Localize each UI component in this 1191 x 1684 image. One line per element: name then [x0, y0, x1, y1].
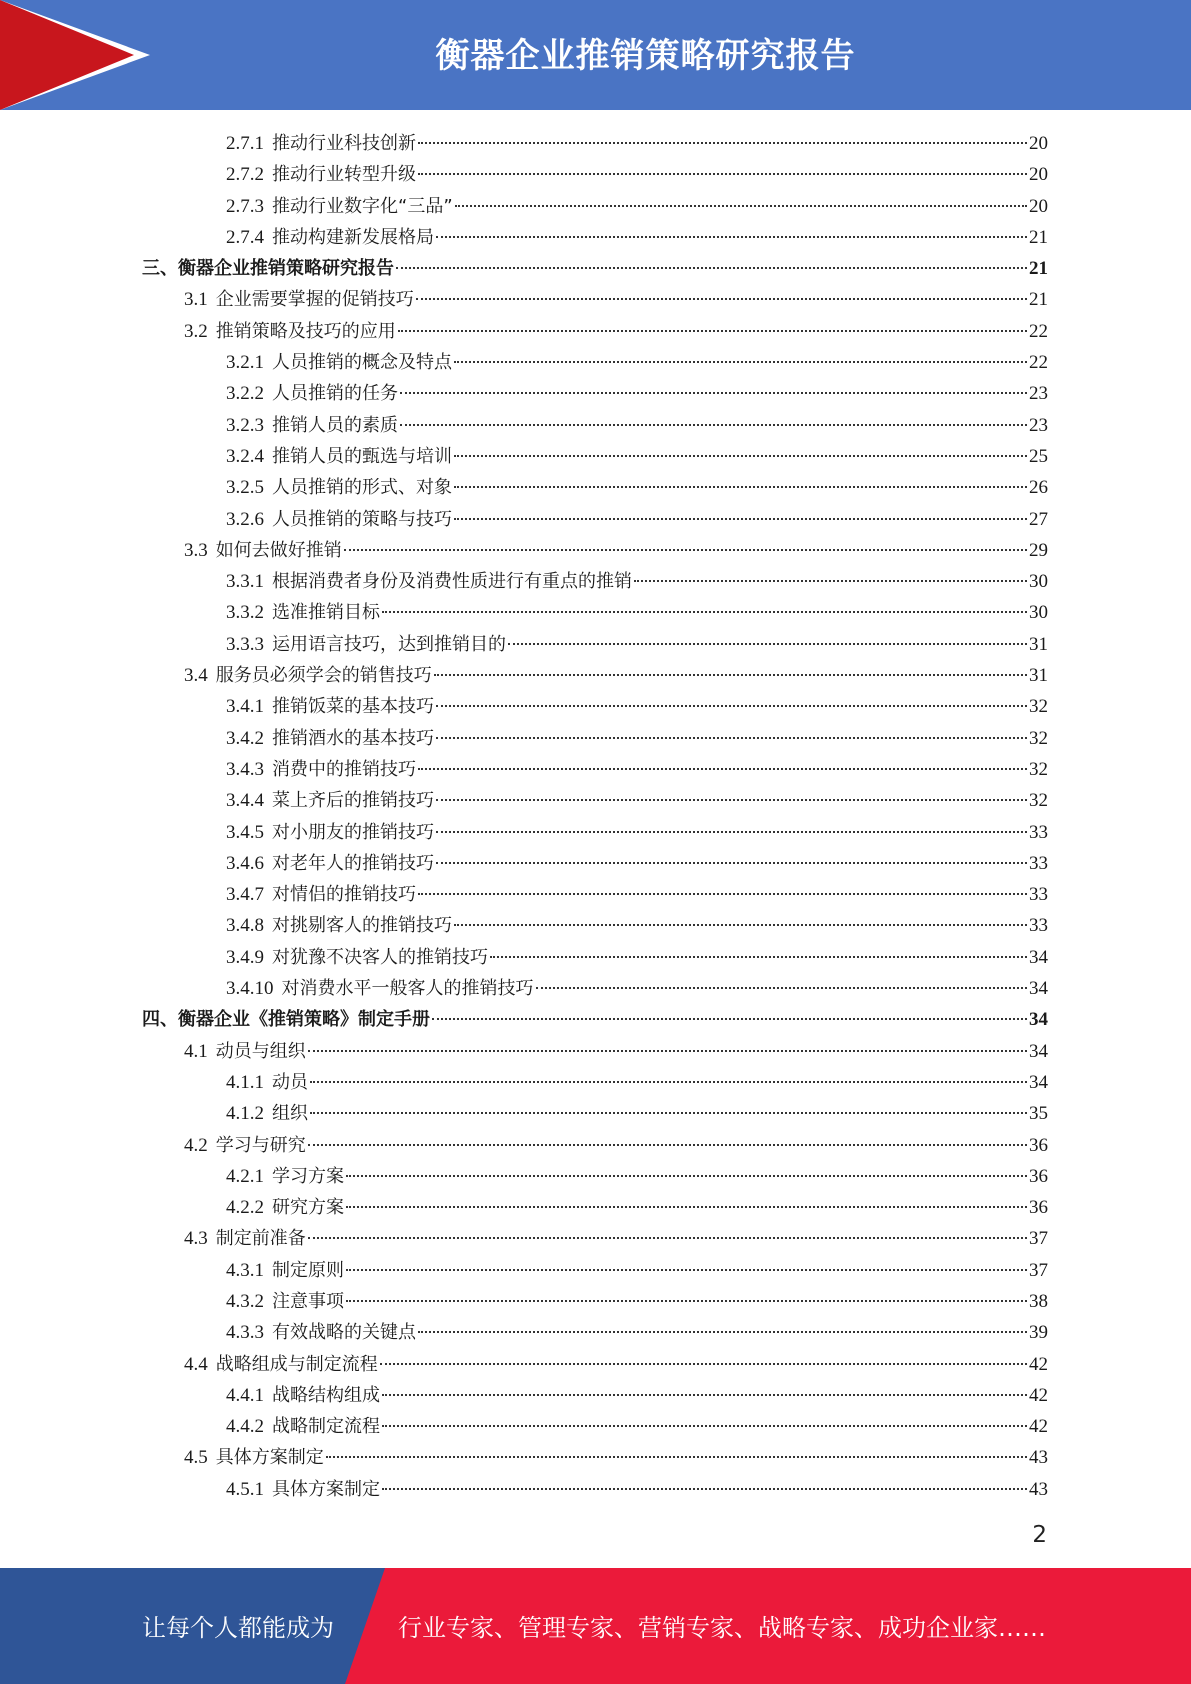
- toc-entry-title: 根据消费者身份及消费性质进行有重点的推销: [272, 571, 632, 593]
- toc-entry[interactable]: [0, 1067, 1191, 1098]
- toc-entry-line: [226, 973, 1048, 1004]
- toc-entry-line: [226, 910, 1048, 941]
- toc-entry[interactable]: [0, 566, 1191, 597]
- toc-entry-page: 21: [1029, 258, 1048, 280]
- toc-entry-title: 推销酒水的基本技巧: [272, 727, 434, 749]
- toc-entry-page: 20: [1029, 133, 1048, 154]
- toc-entry[interactable]: [0, 1192, 1191, 1223]
- toc-entry[interactable]: [0, 1161, 1191, 1192]
- toc-dot-leader: [454, 518, 1027, 520]
- toc-entry[interactable]: [0, 504, 1191, 535]
- toc-entry-page: 25: [1029, 445, 1048, 467]
- toc-entry-number: 2.7.1: [226, 133, 264, 154]
- toc-entry-page: 31: [1029, 665, 1048, 687]
- toc-entry-page: 23: [1029, 414, 1048, 436]
- toc-entry-number: 4.3.1: [226, 1259, 264, 1281]
- toc-entry-number: 4.1.1: [226, 1071, 264, 1093]
- document-title: 衡器企业推销策略研究报告: [435, 36, 856, 76]
- toc-entry-page: 34: [1029, 1071, 1048, 1093]
- toc-entry-title: 推销饭菜的基本技巧: [272, 696, 434, 718]
- toc-entry-line: [226, 1286, 1048, 1317]
- toc-entry-number: 3.4: [184, 665, 208, 687]
- toc-entry-number: 3.4.1: [226, 696, 264, 718]
- toc-entry-page: 29: [1029, 539, 1048, 561]
- toc-entry-number: 3.4.3: [226, 758, 264, 780]
- toc-entry-title: 动员与组织: [215, 1040, 306, 1062]
- toc-entry-title: 人员推销的任务: [272, 383, 398, 405]
- toc-entry[interactable]: [0, 754, 1191, 785]
- toc-entry-line: [226, 1067, 1048, 1098]
- toc-entry-number: 3.2.5: [226, 477, 264, 499]
- toc-entry-page: 31: [1029, 633, 1048, 655]
- toc-entry-title: 消费中的推销技巧: [272, 758, 416, 780]
- toc-dot-leader: [455, 205, 1027, 207]
- toc-dot-leader: [418, 142, 1027, 144]
- toc-dot-leader: [398, 330, 1027, 332]
- toc-entry-number: 2.7.3: [226, 195, 264, 217]
- toc-entry-page: 20: [1029, 164, 1048, 186]
- toc-entry-title: 四、衡器企业《推销策略》制定手册: [142, 1009, 430, 1031]
- toc-entry-title: 战略结构组成: [272, 1384, 380, 1406]
- toc-entry-title: 学习与研究: [215, 1134, 306, 1156]
- toc-entry-page: 21: [1029, 226, 1048, 248]
- toc-dot-leader: [434, 674, 1027, 676]
- toc-dot-leader: [396, 267, 1027, 269]
- toc-dot-leader: [344, 549, 1027, 551]
- toc-entry-page: 26: [1029, 477, 1048, 499]
- toc-entry[interactable]: [0, 629, 1191, 660]
- toc-dot-leader: [436, 705, 1027, 707]
- toc-entry-line: [142, 1004, 1048, 1035]
- toc-entry-page: 33: [1029, 821, 1048, 843]
- toc-dot-leader: [436, 862, 1027, 864]
- toc-entry[interactable]: [0, 1036, 1191, 1067]
- toc-entry-page: 33: [1029, 884, 1048, 906]
- toc-entry-title: 具体方案制定: [272, 1478, 380, 1500]
- toc-dot-leader: [436, 236, 1027, 238]
- toc-dot-leader: [326, 1456, 1027, 1458]
- toc-entry-page: 37: [1029, 1259, 1048, 1281]
- toc-dot-leader: [382, 1488, 1027, 1490]
- footer-slogan-right: 行业专家、管理专家、营销专家、战略专家、成功企业家……: [398, 1614, 1046, 1642]
- toc-entry-number: 4.4.1: [226, 1384, 264, 1406]
- toc-entry-title: 服务员必须学会的销售技巧: [215, 665, 432, 687]
- toc-entry-line: [226, 1192, 1048, 1223]
- toc-dot-leader: [418, 173, 1027, 175]
- toc-entry-number: 3.4.5: [226, 821, 264, 843]
- toc-entry-page: 32: [1029, 696, 1048, 718]
- toc-entry-line: [226, 191, 1048, 222]
- toc-entry-page: 32: [1029, 727, 1048, 749]
- toc-entry-page: 36: [1029, 1134, 1048, 1156]
- toc-entry-page: 32: [1029, 790, 1048, 812]
- toc-entry-title: 对老年人的推销技巧: [272, 852, 434, 874]
- toc-dot-leader: [436, 799, 1027, 801]
- toc-entry-number: 4.2.2: [226, 1197, 264, 1219]
- toc-dot-leader: [432, 1018, 1027, 1020]
- toc-dot-leader: [310, 1081, 1027, 1083]
- toc-entry-title: 人员推销的策略与技巧: [272, 508, 452, 530]
- toc-entry[interactable]: [0, 378, 1191, 409]
- toc-entry[interactable]: [0, 1255, 1191, 1286]
- toc-entry-number: 4.3.2: [226, 1290, 264, 1312]
- toc-entry-line: [226, 879, 1048, 910]
- toc-entry-number: 3.3: [184, 539, 208, 561]
- toc-dot-leader: [346, 1206, 1027, 1208]
- toc-dot-leader: [436, 831, 1027, 833]
- toc-entry[interactable]: [0, 691, 1191, 722]
- toc-entry-page: 33: [1029, 915, 1048, 937]
- toc-dot-leader: [508, 643, 1027, 645]
- toc-entry-title: 制定原则: [272, 1259, 344, 1281]
- toc-entry[interactable]: [0, 1411, 1191, 1442]
- toc-entry[interactable]: [0, 597, 1191, 628]
- toc-entry-line: [226, 472, 1048, 503]
- toc-entry[interactable]: [0, 128, 1191, 159]
- toc-entry[interactable]: [0, 848, 1191, 879]
- toc-entry-title: 战略制定流程: [272, 1416, 380, 1438]
- toc-entry-line: [226, 222, 1048, 253]
- toc-entry-number: 4.3.3: [226, 1322, 264, 1344]
- toc-entry-line: [226, 441, 1048, 472]
- toc-entry-line: [226, 785, 1048, 816]
- toc-entry-page: 37: [1029, 1228, 1048, 1250]
- toc-dot-leader: [346, 1269, 1027, 1271]
- toc-entry[interactable]: [0, 1286, 1191, 1317]
- toc-entry-number: 3.2.4: [226, 445, 264, 467]
- toc-entry-page: 30: [1029, 602, 1048, 624]
- toc-entry-number: 3.4.2: [226, 727, 264, 749]
- toc-entry-number: 3.3.3: [226, 633, 264, 655]
- toc-entry[interactable]: [0, 253, 1191, 284]
- toc-entry-number: 3.2.3: [226, 414, 264, 436]
- toc-entry-title: 有效战略的关键点: [272, 1322, 416, 1344]
- toc-entry-number: 3.3.2: [226, 602, 264, 624]
- toc-dot-leader: [454, 486, 1027, 488]
- toc-entry-page: 39: [1029, 1322, 1048, 1344]
- toc-entry-line: [226, 1474, 1048, 1505]
- toc-entry-title: 运用语言技巧，达到推销目的: [272, 633, 506, 655]
- toc-entry-line: [226, 942, 1048, 973]
- toc-entry-number: 3.2.2: [226, 383, 264, 405]
- toc-entry-line: [226, 504, 1048, 535]
- toc-entry[interactable]: [0, 347, 1191, 378]
- toc-entry-line: [184, 660, 1048, 691]
- toc-entry-line: [226, 817, 1048, 848]
- toc-entry-number: 3.4.7: [226, 884, 264, 906]
- toc-entry-page: 43: [1029, 1478, 1048, 1500]
- toc-entry-line: [226, 1161, 1048, 1192]
- toc-entry-number: 4.5: [184, 1447, 208, 1469]
- toc-entry-title: 研究方案: [272, 1197, 344, 1219]
- toc-entry-line: [184, 1130, 1048, 1161]
- toc-entry-title: 注意事项: [272, 1290, 344, 1312]
- toc-entry-line: [226, 1098, 1048, 1129]
- toc-entry-title: 推动构建新发展格局: [272, 226, 434, 248]
- toc-entry-title: 推销人员的甄选与培训: [272, 445, 452, 467]
- toc-entry-number: 3.4.4: [226, 790, 264, 812]
- toc-entry-title: 选准推销目标: [272, 602, 380, 624]
- toc-entry[interactable]: [0, 1004, 1191, 1035]
- toc-entry-line: [226, 1255, 1048, 1286]
- toc-entry[interactable]: [0, 222, 1191, 253]
- toc-entry-title: 如何去做好推销: [215, 539, 342, 561]
- toc-dot-leader: [308, 1237, 1027, 1239]
- toc-entry-page: 32: [1029, 758, 1048, 780]
- toc-entry-line: [184, 1036, 1048, 1067]
- toc-entry-title: 三、衡器企业推销策略研究报告: [142, 258, 394, 280]
- toc-entry-number: 3.4.8: [226, 915, 264, 937]
- toc-entry-line: [184, 316, 1048, 347]
- toc-entry-number: 4.1: [184, 1040, 208, 1062]
- toc-entry-page: 34: [1029, 946, 1048, 968]
- toc-entry-line: [226, 723, 1048, 754]
- toc-entry-page: 23: [1029, 383, 1048, 405]
- toc-entry-page: 27: [1029, 508, 1048, 530]
- toc-entry-number: 3.2.6: [226, 508, 264, 530]
- toc-entry-title: 推销策略及技巧的应用: [215, 320, 396, 342]
- toc-entry-line: [184, 1223, 1048, 1254]
- toc-entry[interactable]: [0, 1380, 1191, 1411]
- toc-dot-leader: [416, 298, 1027, 300]
- toc-dot-leader: [454, 455, 1027, 457]
- toc-entry-title: 菜上齐后的推销技巧: [272, 790, 434, 812]
- toc-entry-number: 4.2: [184, 1134, 208, 1156]
- toc-entry-page: 33: [1029, 852, 1048, 874]
- toc-entry-title: 组织: [272, 1103, 308, 1125]
- toc-entry-title: 学习方案: [272, 1165, 344, 1187]
- toc-entry-line: [226, 1317, 1048, 1348]
- toc-entry[interactable]: [0, 472, 1191, 503]
- toc-entry-title: 对犹豫不决客人的推销技巧: [272, 946, 488, 968]
- toc-dot-leader: [380, 1363, 1027, 1365]
- toc-entry-line: [184, 1349, 1048, 1380]
- toc-entry-page: 30: [1029, 571, 1048, 593]
- toc-dot-leader: [308, 1050, 1027, 1052]
- toc-entry-number: 4.3: [184, 1228, 208, 1250]
- toc-dot-leader: [490, 956, 1027, 958]
- toc-entry-number: 4.5.1: [226, 1478, 264, 1500]
- page-number: 2: [1032, 1522, 1047, 1548]
- toc-entry-number: 4.2.1: [226, 1165, 264, 1187]
- toc-entry-line: [226, 629, 1048, 660]
- toc-entry-title: 推动行业数字化“三品”: [272, 195, 453, 217]
- toc-entry-line: [184, 535, 1048, 566]
- toc-entry-number: 4.4.2: [226, 1416, 264, 1438]
- toc-entry-page: 42: [1029, 1416, 1048, 1438]
- toc-entry[interactable]: [0, 723, 1191, 754]
- toc-entry[interactable]: [0, 1349, 1191, 1380]
- toc-entry-title: 推动行业转型升级: [272, 164, 416, 186]
- toc-entry-number: 3.2.1: [226, 352, 264, 374]
- toc-entry-page: 35: [1029, 1103, 1048, 1125]
- toc-entry-page: 20: [1029, 195, 1048, 217]
- toc-entry-number: 3.4.6: [226, 852, 264, 874]
- toc-entry[interactable]: [0, 785, 1191, 816]
- toc-dot-leader: [308, 1144, 1027, 1146]
- page-header: [0, 0, 1191, 110]
- toc-entry-title: 企业需要掌握的促销技巧: [215, 289, 414, 311]
- header-chevron-icon: [0, 0, 134, 110]
- toc-dot-leader: [310, 1112, 1027, 1114]
- toc-dot-leader: [400, 424, 1027, 426]
- toc-entry-number: 3.2: [184, 320, 208, 342]
- toc-entry-number: 3.4.10: [226, 978, 274, 1000]
- toc-entry-page: 22: [1029, 352, 1048, 374]
- toc-entry-title: 人员推销的概念及特点: [272, 352, 452, 374]
- toc-entry[interactable]: [0, 1098, 1191, 1129]
- toc-dot-leader: [382, 611, 1027, 613]
- toc-entry[interactable]: [0, 159, 1191, 190]
- toc-dot-leader: [382, 1425, 1027, 1427]
- toc-dot-leader: [418, 1331, 1027, 1333]
- toc-entry-line: [226, 378, 1048, 409]
- toc-entry-line: [226, 159, 1048, 190]
- toc-entry-page: 34: [1029, 1040, 1048, 1062]
- toc-entry-page: 43: [1029, 1447, 1048, 1469]
- toc-entry-line: [142, 253, 1048, 284]
- toc-entry-number: 2.7.2: [226, 164, 264, 186]
- toc-entry[interactable]: [0, 660, 1191, 691]
- toc-entry-line: [184, 1442, 1048, 1473]
- toc-entry[interactable]: [0, 910, 1191, 941]
- toc-entry[interactable]: [0, 1130, 1191, 1161]
- toc-entry-title: 战略组成与制定流程: [215, 1353, 378, 1375]
- toc-entry-title: 推动行业科技创新: [272, 133, 416, 154]
- toc-dot-leader: [634, 580, 1027, 582]
- toc-entry[interactable]: [0, 1474, 1191, 1505]
- toc-dot-leader: [346, 1300, 1027, 1302]
- toc-entry-page: 22: [1029, 320, 1048, 342]
- toc-entry-title: 制定前准备: [215, 1228, 306, 1250]
- toc-dot-leader: [454, 361, 1027, 363]
- toc-entry-title: 推销人员的素质: [272, 414, 398, 436]
- toc-entry-title: 人员推销的形式、对象: [272, 477, 452, 499]
- toc-dot-leader: [382, 1394, 1027, 1396]
- toc-entry-number: 3.3.1: [226, 571, 264, 593]
- footer-blue-slant: [345, 1568, 385, 1684]
- toc-entry-page: 21: [1029, 289, 1048, 311]
- toc-entry[interactable]: [0, 973, 1191, 1004]
- toc-entry-line: [226, 566, 1048, 597]
- toc-entry-line: [184, 284, 1048, 315]
- toc-entry-title: 对挑剔客人的推销技巧: [272, 915, 452, 937]
- toc-entry-page: 36: [1029, 1197, 1048, 1219]
- toc-dot-leader: [436, 737, 1027, 739]
- table-of-contents: [0, 128, 1191, 1505]
- toc-entry-number: 4.4: [184, 1353, 208, 1375]
- toc-entry-line: [226, 128, 1048, 159]
- toc-entry-title: 对小朋友的推销技巧: [272, 821, 434, 843]
- toc-entry[interactable]: [0, 441, 1191, 472]
- toc-entry-title: 动员: [272, 1071, 308, 1093]
- toc-entry[interactable]: [0, 942, 1191, 973]
- toc-entry[interactable]: [0, 879, 1191, 910]
- footer-slogan-left: 让每个人都能成为: [142, 1614, 334, 1642]
- toc-entry-page: 42: [1029, 1353, 1048, 1375]
- toc-entry-line: [226, 691, 1048, 722]
- toc-dot-leader: [454, 924, 1027, 926]
- toc-entry-line: [226, 1411, 1048, 1442]
- toc-entry-page: 34: [1029, 1009, 1048, 1031]
- toc-dot-leader: [418, 768, 1027, 770]
- toc-entry-line: [226, 1380, 1048, 1411]
- toc-entry-number: 2.7.4: [226, 226, 264, 248]
- toc-dot-leader: [400, 392, 1027, 394]
- toc-entry-number: 3.1: [184, 289, 208, 311]
- toc-entry-title: 对消费水平一般客人的推销技巧: [281, 978, 534, 1000]
- toc-entry-page: 36: [1029, 1165, 1048, 1187]
- toc-entry-line: [226, 848, 1048, 879]
- toc-entry-line: [226, 597, 1048, 628]
- toc-entry-line: [226, 347, 1048, 378]
- toc-entry-page: 38: [1029, 1290, 1048, 1312]
- toc-dot-leader: [418, 893, 1027, 895]
- toc-entry-title: 对情侣的推销技巧: [272, 884, 416, 906]
- toc-entry[interactable]: [0, 1442, 1191, 1473]
- toc-entry[interactable]: [0, 1317, 1191, 1348]
- toc-entry[interactable]: [0, 316, 1191, 347]
- toc-entry-line: [226, 754, 1048, 785]
- page-footer: [0, 1568, 1191, 1684]
- toc-entry[interactable]: [0, 191, 1191, 222]
- toc-entry[interactable]: [0, 535, 1191, 566]
- toc-entry-page: 34: [1029, 978, 1048, 1000]
- toc-dot-leader: [536, 987, 1028, 989]
- toc-entry-title: 具体方案制定: [215, 1447, 324, 1469]
- toc-entry-number: 3.4.9: [226, 946, 264, 968]
- toc-entry[interactable]: [0, 817, 1191, 848]
- toc-entry[interactable]: [0, 410, 1191, 441]
- toc-dot-leader: [346, 1175, 1027, 1177]
- toc-entry-line: [226, 410, 1048, 441]
- toc-entry[interactable]: [0, 284, 1191, 315]
- toc-entry-page: 42: [1029, 1384, 1048, 1406]
- toc-entry[interactable]: [0, 1223, 1191, 1254]
- toc-entry-number: 4.1.2: [226, 1103, 264, 1125]
